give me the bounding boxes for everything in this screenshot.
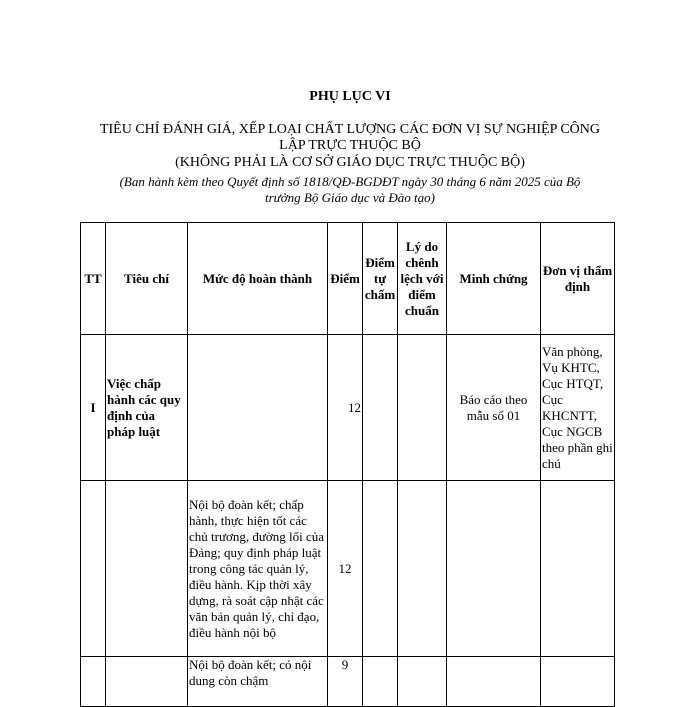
table-row [81,481,615,657]
row-completion: Nội bộ đoàn kết; có nội dung còn chậm [188,657,328,707]
header-reason: Lý do chênh lệch với điểm chuẩn [398,223,447,335]
title-line-2: LẬP TRỰC THUỘC BỘ [279,138,421,153]
row-tt: I [81,335,106,481]
row-criteria: Việc chấp hành các quy định của pháp luật [106,335,188,481]
table-row [81,657,615,707]
row-self-score [363,335,398,481]
row-criteria [106,657,188,707]
header-criteria: Tiêu chí [106,223,188,335]
title-line-1: TIÊU CHÍ ĐÁNH GIÁ, XẾP LOẠI CHẤT LƯỢNG CÁC ĐƠN VỊ SỰ NGHIỆP CÔNG [99,122,601,137]
row-appraiser [541,657,615,707]
row-appraiser: Văn phòng, Vụ KHTC, Cục HTQT, Cục KHCNTT, Cục NGCB theo phần ghi chú [541,335,615,481]
row-reason [398,657,447,707]
header-score: Điểm [328,223,363,335]
criteria-table [80,222,615,707]
row-completion [188,335,328,481]
row-score: 12 [328,481,363,657]
header-appraiser: Đơn vị thẩm định [541,223,615,335]
header-evidence: Minh chứng [447,223,541,335]
header-tt: TT [81,223,106,335]
row-evidence [447,481,541,657]
row-evidence [447,657,541,707]
table-row [81,335,615,481]
header-completion: Mức độ hoàn thành [188,223,328,335]
row-reason [398,335,447,481]
row-score: 9 [328,657,363,707]
row-evidence: Báo cáo theo mẫu số 01 [447,335,541,481]
row-tt [81,481,106,657]
header-self-score: Điểm tự chấm [363,223,398,335]
header-row [81,223,615,335]
appendix-heading: PHỤ LỤC VI [309,89,391,104]
title-line-3: (KHÔNG PHẢI LÀ CƠ SỞ GIÁO DỤC TRỰC THUỘC BỘ) [175,155,525,170]
issued-line-1: (Ban hành kèm theo Quyết định số 1818/QĐ-BGDĐT ngày 30 tháng 6 năm 2025 của Bộ [119,174,581,189]
row-self-score [363,657,398,707]
row-criteria [106,481,188,657]
row-completion: Nội bộ đoàn kết; chấp hành, thực hiện tốt các chủ trương, đường lối của Đảng; quy định pháp luật trong công tác quản lý, điều hành. Kịp thời xây dựng, rà soát cập nhật các văn bản quản lý, chỉ đạo, điều hành nội bộ [188,481,328,657]
row-self-score [363,481,398,657]
row-reason [398,481,447,657]
row-appraiser [541,481,615,657]
row-score: 12 [328,335,363,481]
row-tt [81,657,106,707]
issued-line-2: trưởng Bộ Giáo dục và Đào tạo) [264,190,435,205]
